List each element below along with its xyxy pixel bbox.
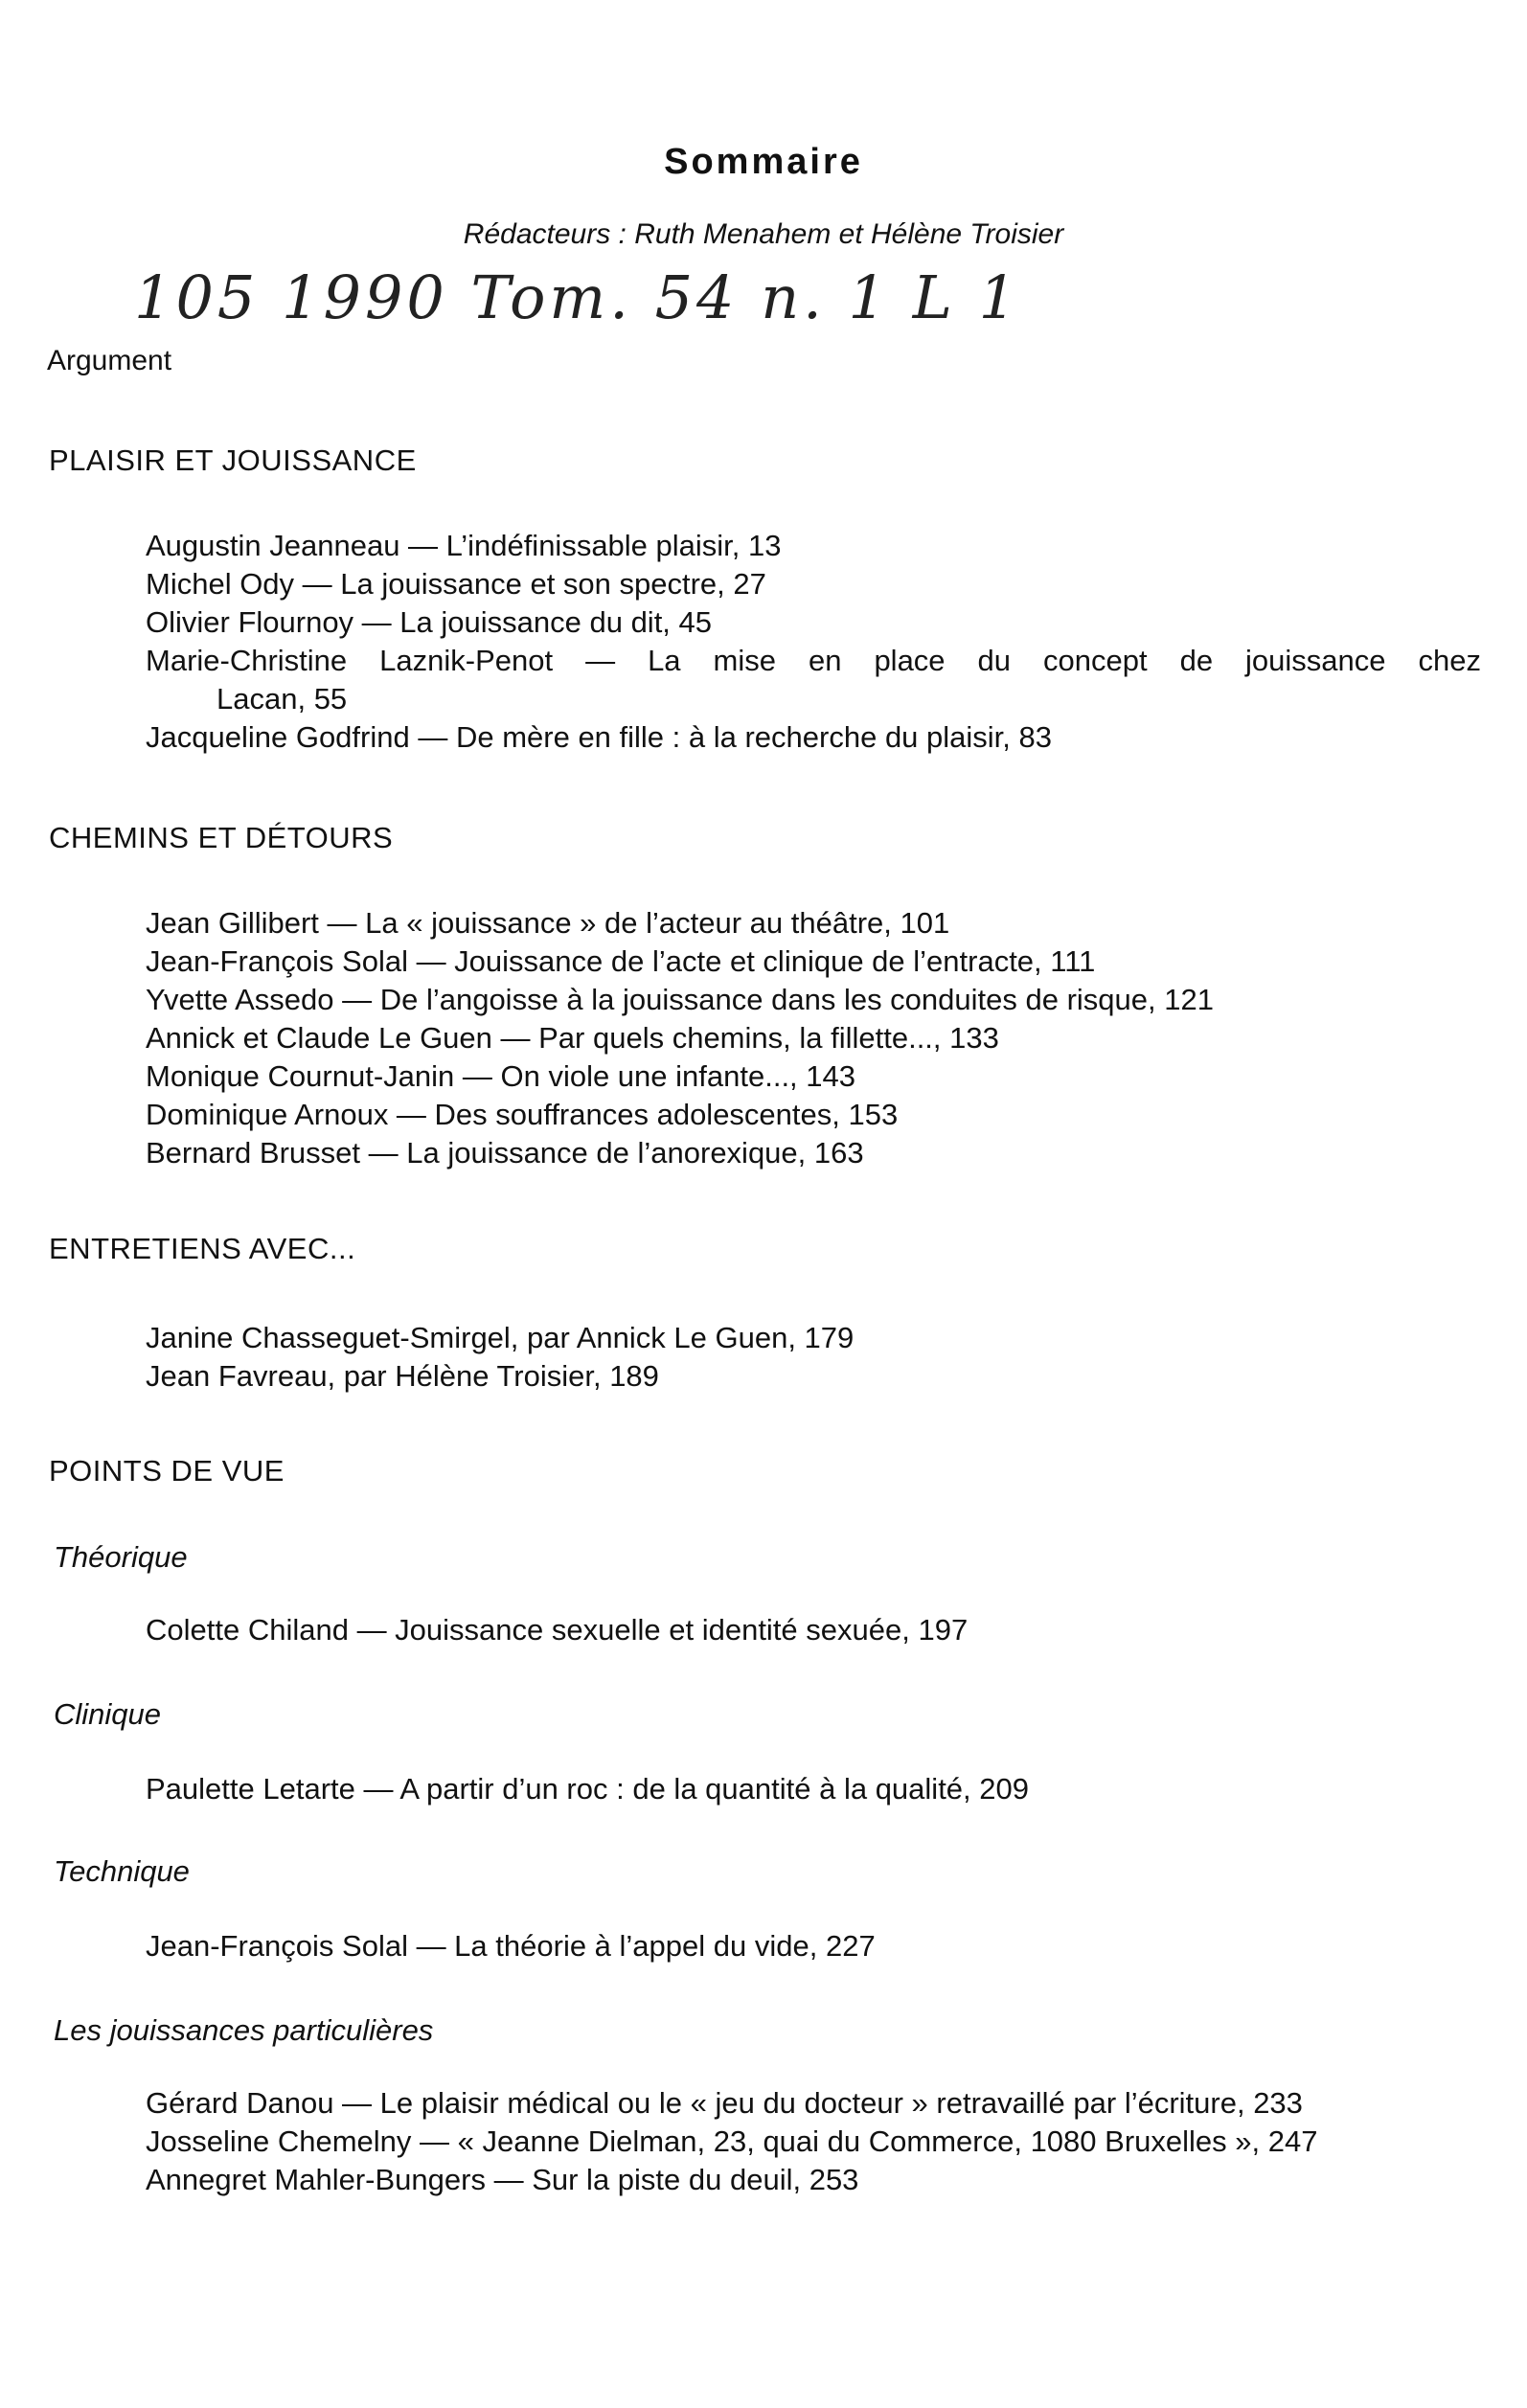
toc-entry: Jean-François Solal — La théorie à l’appel du vide, 227	[146, 1929, 876, 1963]
entry-list-theorique	[146, 1611, 1481, 1649]
toc-entry: Dominique Arnoux — Des souffrances adolescentes, 153	[146, 1098, 899, 1131]
section-heading-entretiens: ENTRETIENS AVEC...	[49, 1232, 356, 1265]
subsection-heading-particulieres: Les jouissances particulières	[54, 2013, 434, 2047]
entry-list-chemins	[146, 904, 1481, 1172]
entry-list-particulieres	[146, 2084, 1481, 2199]
toc-entry: Jean Gillibert — La « jouissance » de l’acteur au théâtre, 101	[146, 906, 950, 940]
entry-list-clinique	[146, 1770, 1481, 1808]
toc-entry-continuation: Lacan, 55	[217, 682, 348, 716]
toc-entry: Jean Favreau, par Hélène Troisier, 189	[146, 1359, 659, 1393]
subsection-heading-technique: Technique	[54, 1854, 190, 1888]
section-heading-chemins: CHEMINS ET DÉTOURS	[49, 821, 394, 854]
section-heading-plaisir: PLAISIR ET JOUISSANCE	[49, 443, 417, 477]
argument-label: Argument	[47, 345, 172, 376]
handwritten-note	[0, 261, 1527, 347]
toc-entry: Michel Ody — La jouissance et son spectre, 27	[146, 567, 766, 601]
section-heading-points: POINTS DE VUE	[49, 1454, 285, 1488]
toc-entry: Bernard Brusset — La jouissance de l’anorexique, 163	[146, 1136, 864, 1170]
toc-entry: Josseline Chemelny — « Jeanne Dielman, 23, quai du Commerce, 1080 Bruxelles », 247	[146, 2124, 1318, 2158]
toc-entry: Jacqueline Godfrind — De mère en fille : à la recherche du plaisir, 83	[146, 720, 1052, 754]
toc-entry: Paulette Letarte — A partir d’un roc : de la quantité à la qualité, 209	[146, 1772, 1029, 1806]
entry-list-entretiens	[146, 1319, 1481, 1396]
editors-line: Rédacteurs : Ruth Menahem et Hélène Troisier	[463, 218, 1064, 250]
entry-list-technique	[146, 1927, 1481, 1965]
toc-entry: Annegret Mahler-Bungers — Sur la piste du deuil, 253	[146, 2163, 859, 2196]
toc-entry: Marie-Christine Laznik-Penot — La mise en place du concept de jouissance chez	[146, 644, 1481, 677]
toc-entry: Olivier Flournoy — La jouissance du dit, 45	[146, 605, 713, 639]
subsection-heading-theorique: Théorique	[54, 1540, 188, 1574]
page-title: Sommaire	[664, 142, 863, 182]
toc-entry: Colette Chiland — Jouissance sexuelle et identité sexuée, 197	[146, 1613, 969, 1647]
toc-entry: Monique Cournut-Janin — On viole une infante..., 143	[146, 1059, 856, 1093]
handwritten-note-text: 105 1990 Tom. 54 n. 1 L 1	[134, 262, 1021, 332]
toc-entry: Yvette Assedo — De l’angoisse à la jouissance dans les conduites de risque, 121	[146, 983, 1214, 1016]
subsection-heading-clinique: Clinique	[54, 1697, 162, 1731]
toc-entry: Gérard Danou — Le plaisir médical ou le « jeu du docteur » retravaillé par l’écriture, 233	[146, 2086, 1303, 2120]
toc-entry: Jean-François Solal — Jouissance de l’acte et clinique de l’entracte, 111	[146, 944, 1096, 978]
entry-list-plaisir	[146, 527, 1481, 757]
toc-entry: Annick et Claude Le Guen — Par quels chemins, la fillette..., 133	[146, 1021, 999, 1055]
toc-entry: Janine Chasseguet-Smirgel, par Annick Le Guen, 179	[146, 1321, 855, 1354]
toc-entry: Augustin Jeanneau — L’indéfinissable plaisir, 13	[146, 529, 782, 562]
